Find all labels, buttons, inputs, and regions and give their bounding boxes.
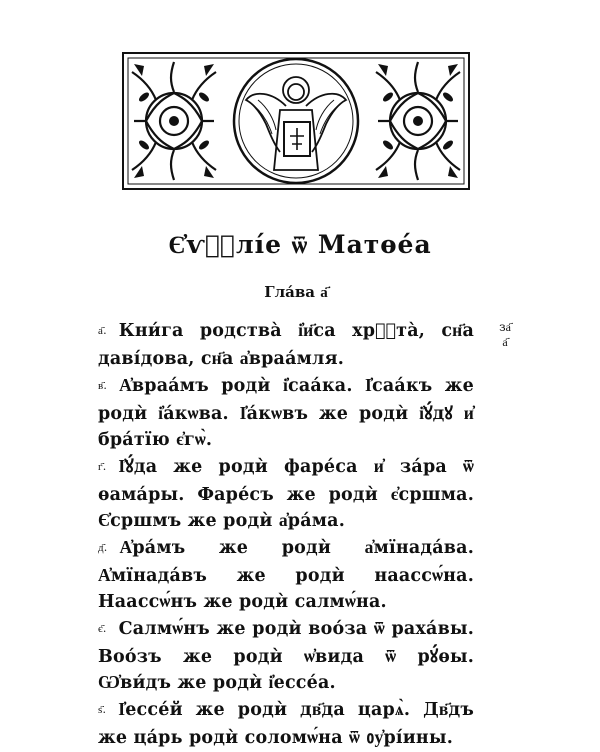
verse-text: А҆ра́мъ же родѝ а҆мїнада́ва. А҆мїнада́въ же родѝ наассѡ́на. Наассѡ́нъ же родѝ салмѡ́на.: [98, 538, 474, 612]
angel-headpiece-icon: [122, 52, 470, 190]
margin-note-line: за҃: [499, 320, 511, 334]
verse: [98, 697, 474, 751]
verse-number: д҃.: [98, 541, 108, 554]
margin-reading-number: [494, 320, 516, 350]
verse: [98, 454, 474, 534]
verse-text: І҆ꙋ́да же родѝ фаре́са и҆ за́ра ѿ ѳама́ры. Фаре́съ же родѝ є҆сршма. Є҆сршмъ же родѝ а҆ра́ма.: [98, 457, 474, 531]
verse-number: в҃.: [98, 379, 108, 392]
margin-note-line: а҃: [502, 335, 508, 349]
verse-number: а҃.: [98, 324, 107, 337]
verse-text: А҆враа́мъ родѝ і҆саа́ка. І҆саа́къ же родѝ і҆а́кѡва. І҆а́кѡвъ же родѝ і҆ꙋ́дꙋ и҆ бра́тїю є҆гѡ̀.: [98, 376, 474, 450]
verse: [98, 373, 474, 453]
angel-icon: [234, 59, 358, 183]
verse-number: є҃.: [98, 622, 107, 635]
verse-number: ѕ҃.: [98, 703, 107, 716]
verse-text: І҆ессе́й же родѝ дв҃да царѧ̀. Дв҃дъ же ца́рь родѝ соломѡ́на ѿ ᲂу҆рі́ины.: [98, 700, 474, 748]
gospel-title: Є҆ѵⷢ҇лі́е ѿ Матѳе́а: [168, 230, 432, 259]
verse: [98, 318, 474, 372]
verse-number: г҃.: [98, 460, 107, 473]
verse: [98, 535, 474, 615]
verse-text: Салмѡ́нъ же родѝ воо́за ѿ раха́вы. Воо́зъ же родѝ ѡ҆вида ѿ рꙋ́ѳы. Ѡ҆ви́дъ же родѝ і҆ессе́а.: [98, 619, 474, 693]
verse: [98, 616, 474, 696]
verse-list: [98, 318, 474, 752]
verse-text: Кни́га родства̀ і҆и҃са хрⷭ҇та̀, сн҃а даві́дова, сн҃а а҆враа́мля.: [98, 321, 474, 369]
chapter-heading: Гла́ва а҃: [264, 283, 328, 301]
